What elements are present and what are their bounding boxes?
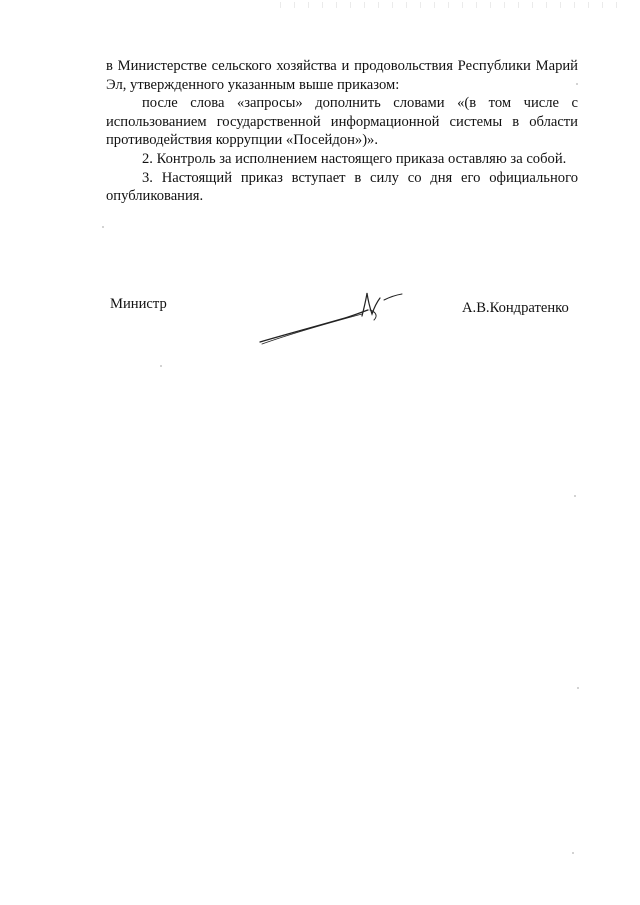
scan-speck bbox=[574, 495, 576, 497]
paragraph-control: 2. Контроль за исполнением настоящего приказа оставляю за собой. bbox=[142, 150, 567, 167]
scan-speck bbox=[577, 687, 579, 689]
scan-speck bbox=[572, 852, 574, 854]
handwritten-signature bbox=[250, 290, 410, 350]
paragraph-amendment: после слова «запросы» дополнить словами «(в том числе с использованием государственной информационной системы в области противодействия коррупции «Посейдон»)». bbox=[106, 95, 578, 149]
scan-speck bbox=[576, 83, 578, 85]
signatory-title: Министр bbox=[110, 296, 167, 312]
signatory-name: А.В.Кондратенко bbox=[462, 300, 569, 316]
document-body bbox=[106, 57, 578, 206]
paragraph-continuation: в Министерстве сельского хозяйства и продовольствия Республики Марий Эл, утвержденного указанным выше приказом: bbox=[106, 58, 578, 93]
scan-speck bbox=[160, 365, 162, 367]
signature-block bbox=[0, 290, 640, 360]
paragraph-effective-date: 3. Настоящий приказ вступает в силу со дня его официального опубликования. bbox=[106, 169, 578, 205]
scan-speck bbox=[102, 226, 104, 228]
scan-artifact bbox=[280, 2, 620, 8]
